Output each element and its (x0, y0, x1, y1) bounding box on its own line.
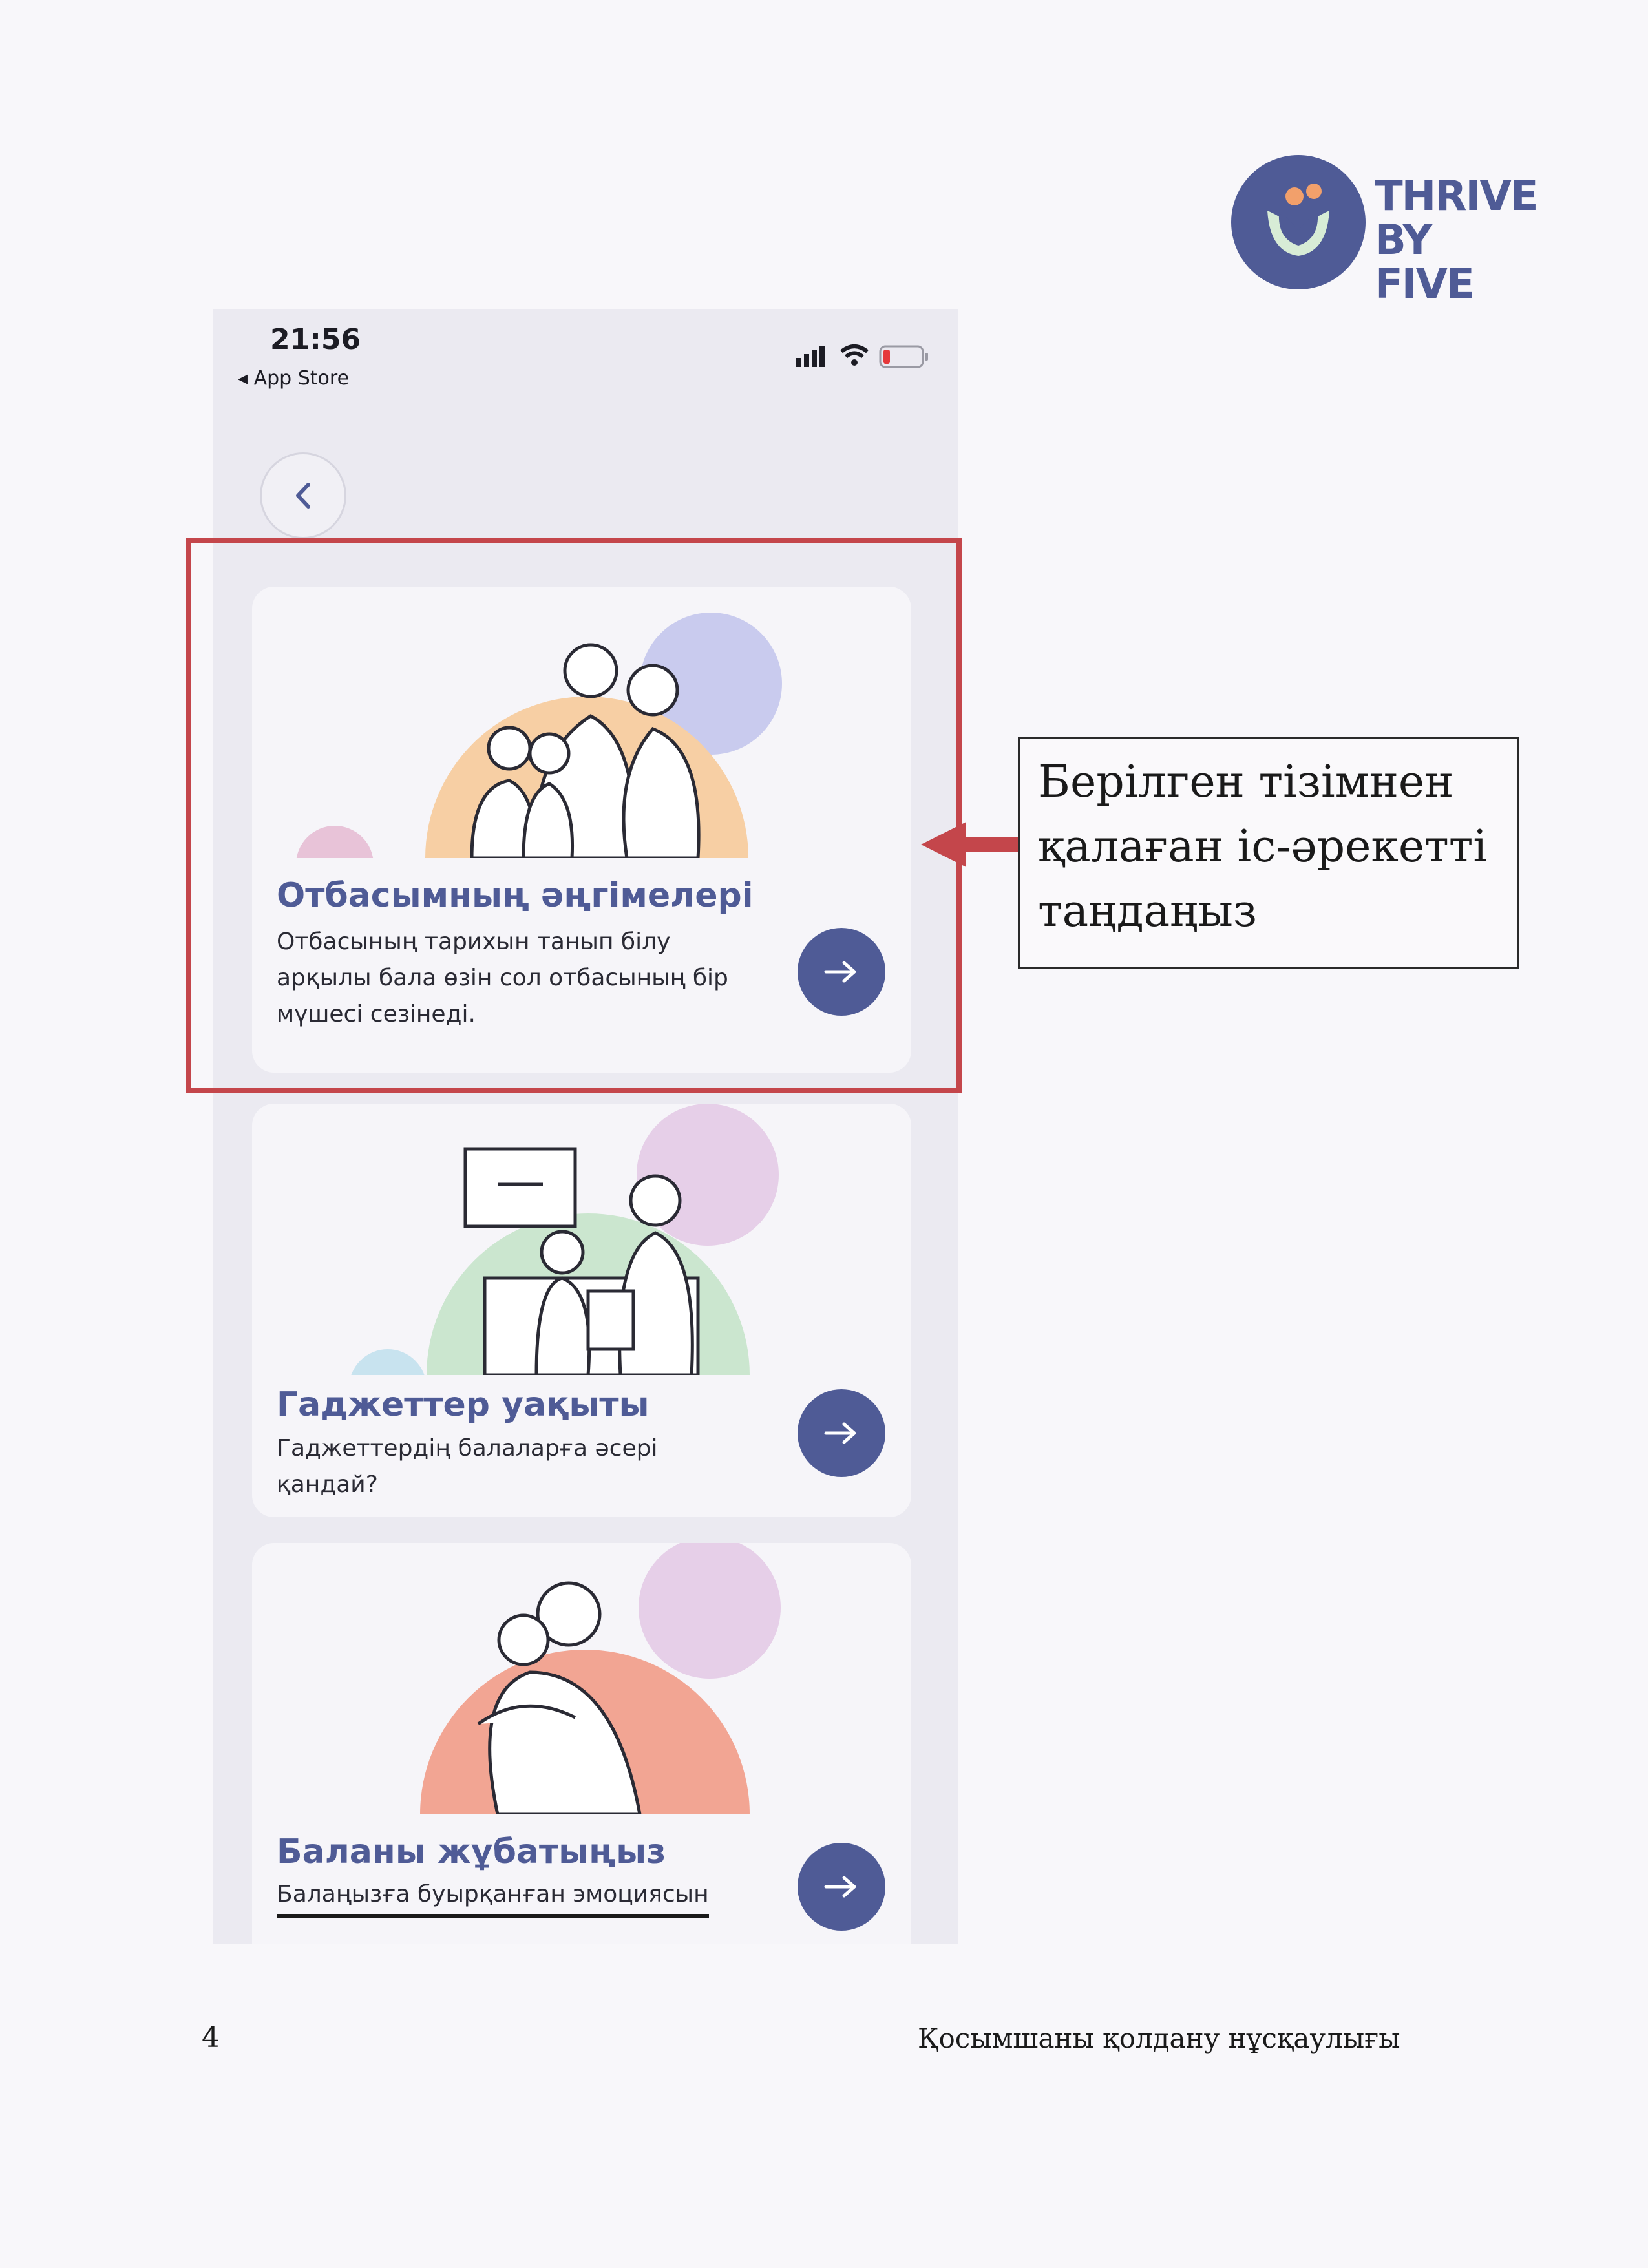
logo-emblem (1231, 155, 1366, 289)
card-gadget-time[interactable] (252, 1104, 911, 1517)
back-button[interactable] (260, 452, 346, 539)
instruction-callout (1018, 737, 1519, 969)
chevron-left-icon (290, 479, 316, 512)
open-card-button[interactable] (798, 1843, 885, 1931)
card-description: Гаджеттердің балаларға әсері қандай? (277, 1435, 658, 1498)
page-number: 4 (202, 2021, 220, 2054)
signal-icon (796, 346, 825, 367)
wifi-icon (841, 346, 867, 366)
thrive-by-five-logo (1231, 155, 1537, 308)
card-title: Отбасымның әңгімелері (277, 876, 754, 915)
arrow-right-icon (822, 1420, 861, 1446)
card-comfort-child[interactable] (252, 1543, 911, 1944)
card-title: Гаджеттер уақыты (277, 1385, 650, 1424)
callout-text: Берілген тізімнен қалаған іс-әрекетті таңдаңыз (1038, 757, 1488, 937)
card-title: Баланы жұбатыңыз (277, 1832, 666, 1871)
footer-title: Қосымшаны қолдану нұсқаулығы (918, 2022, 1400, 2054)
logo-line-1: THRIVE (1375, 173, 1537, 220)
status-icons (796, 341, 938, 373)
battery-icon (880, 346, 928, 367)
card-description: Отбасының тарихын танып білу арқылы бала өзін сол отбасының бір мүшесі сезінеді. (277, 929, 728, 1027)
app-store-back-link[interactable]: ◂ App Store (238, 367, 350, 390)
comfort-illustration (252, 1543, 911, 1814)
logo-line-2: BY FIVE (1375, 216, 1474, 308)
gadget-illustration (252, 1104, 911, 1375)
highlight-box (186, 538, 962, 1093)
arrow-right-icon (822, 1874, 861, 1900)
open-card-button[interactable] (798, 1389, 885, 1477)
card-description: Балаңызға буырқанған эмоциясын (277, 1876, 709, 1918)
status-time: 21:56 (270, 323, 361, 356)
logo-wordmark (1375, 173, 1537, 308)
